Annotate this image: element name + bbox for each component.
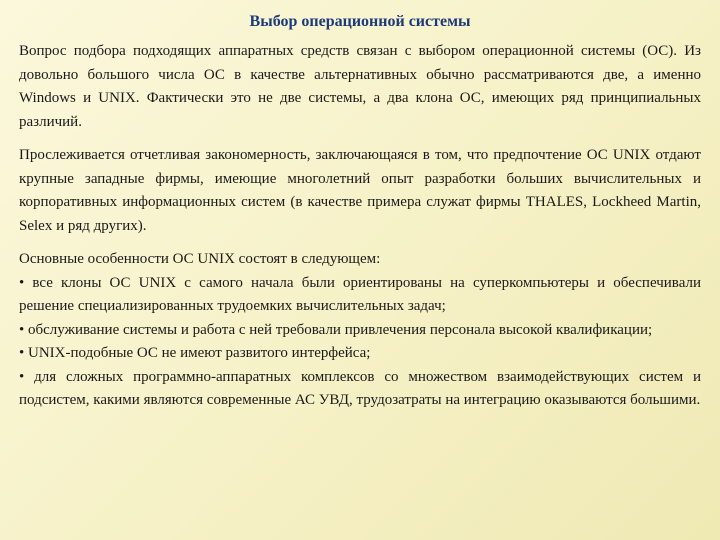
bullet-supercomputers: • все клоны ОС UNIX с самого начала были ориентированы на суперкомпьютеры и обеспечивали решение специализированных трудоемких вычислительных задач; xyxy=(19,274,701,314)
features-intro: Основные особенности ОС UNIX состоят в следующем: xyxy=(19,251,381,267)
paragraph-os-choice: Вопрос подбора подходящих аппаратных средств связан с выбором операционной системы (ОС). Из довольно большого числа ОС в качестве альтернативных обычно рассматриваются две, а именно Windows и UNIX. Фактически это не две системы, а два клона ОС, имеющих ряд принципиальных различий. xyxy=(19,43,701,130)
bullet-integration-costs: • для сложных программно-аппаратных комплексов со множеством взаимодействующих систем и подсистем, какими являются современные АС УВД, трудозатраты на интеграцию оказываются большими. xyxy=(19,368,701,408)
bullet-qualified-staff: • обслуживание системы и работа с ней требовали привлечения персонала высокой квалификации; xyxy=(19,321,653,338)
bullet-interface: • UNIX-подобные ОС не имеют развитого интерфейса; xyxy=(19,345,371,361)
paragraph-unix-features xyxy=(19,248,701,413)
slide-title: Выбор операционной системы xyxy=(249,13,471,30)
paragraph-unix-preference: Прослеживается отчетливая закономерность, заключающаяся в том, что предпочтение ОС UNIX отдают крупные западные фирмы, имеющие многолетний опыт разработки больших вычислительных и корпоративных информационных систем (в качестве примера служат фирмы THALES, Lockheed Martin, Selex и ряд других). xyxy=(19,147,701,234)
